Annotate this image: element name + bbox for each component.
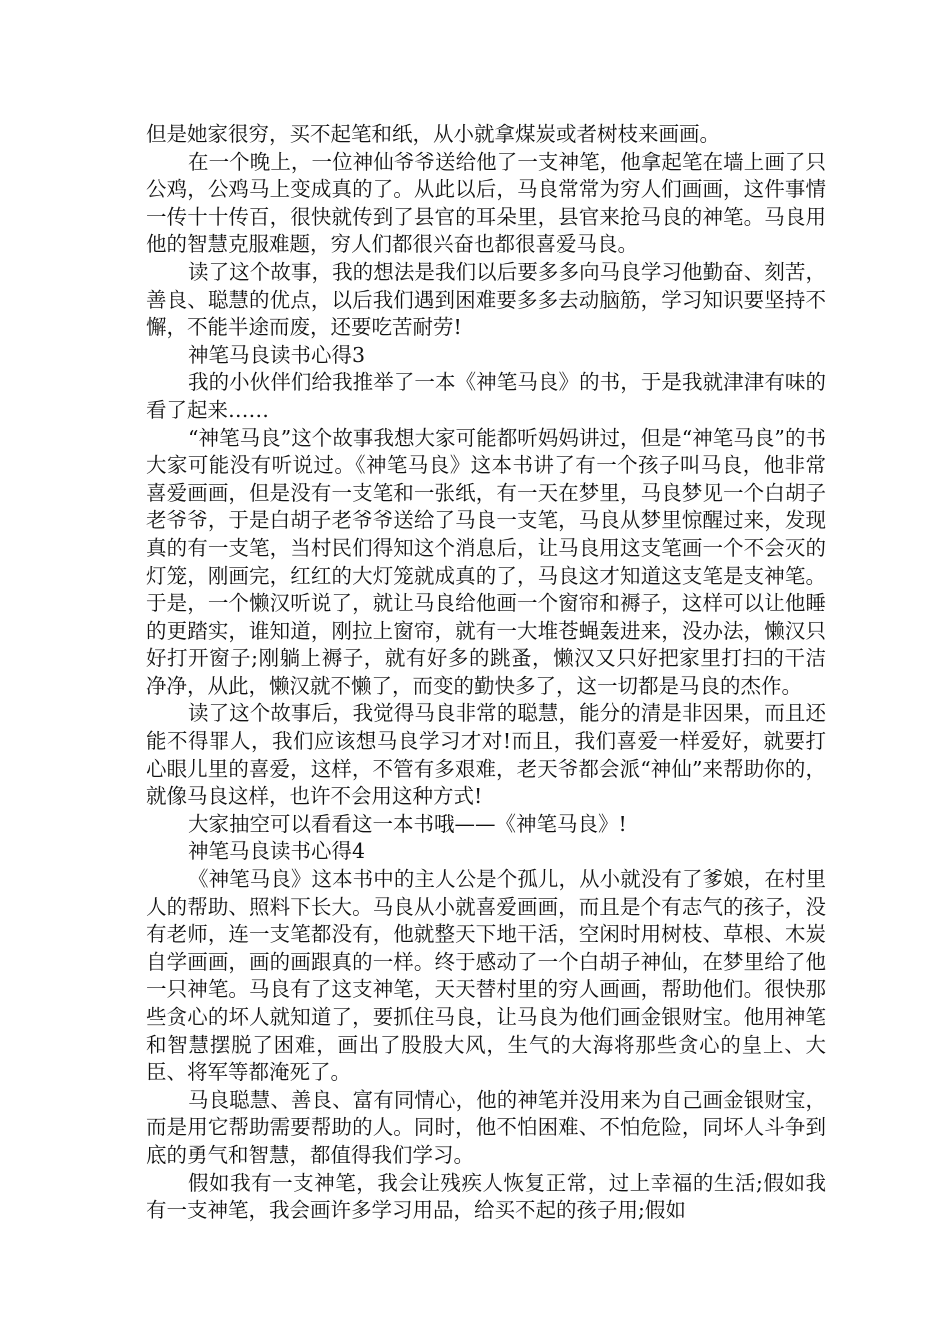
- paragraph: “神笔马良”这个故事我想大家可能都听妈妈讲过，但是“神笔马良”的书大家可能没有听说过。《神笔马良》这本书讲了有一个孩子叫马良，他非常喜爱画画，但是没有一支笔和一张纸，有一天在梦里，马良梦见一个白胡子老爷爷，于是白胡子老爷爷送给了马良一支笔，马良从梦里惊醒过来，发现真的有一支笔，当村民们得知这个消息后，让马良用这支笔画一个不会灭的灯笼，刚画完，红红的大灯笼就成真的了，马良这才知道这支笔是支神笔。于是，一个懒汉听说了，就让马良给他画一个窗帘和褥子，这样可以让他睡的更踏实，谁知道，刚拉上窗帘，就有一大堆苍蝇轰进来，没办法，懒汉只好打开窗子;刚躺上褥子，就有好多的跳蚤，懒汉又只好把家里打扫的干洁净净，从此，懒汉就不懒了，而变的勤快多了，这一切都是马良的杰作。: [146, 425, 826, 698]
- paragraph: 马良聪慧、善良、富有同情心，他的神笔并没用来为自己画金银财宝，而是用它帮助需要帮助的人。同时，他不怕困难、不怕危险，同坏人斗争到底的勇气和智慧，都值得我们学习。: [146, 1087, 826, 1167]
- paragraph: 假如我有一支神笔，我会让残疾人恢复正常，过上幸福的生活;假如我有一支神笔，我会画许多学习用品，给买不起的孩子用;假如: [146, 1170, 826, 1223]
- document-body: [146, 121, 826, 1225]
- paragraph-continuation: 但是她家很穷，买不起笔和纸，从小就拿煤炭或者树枝来画画。: [146, 122, 720, 146]
- paragraph: 《神笔马良》这本书中的主人公是个孤儿，从小就没有了爹娘，在村里人的帮助、照料下长大。马良从小就喜爱画画，而且是个有志气的孩子，没有老师，连一支笔都没有，他就整天下地干活，空闲时用树枝、草根、木炭自学画画，画的画跟真的一样。终于感动了一个白胡子神仙，在梦里给了他一只神笔。马良有了这支神笔，天天替村里的穷人画画，帮助他们。很快那些贪心的坏人就知道了，要抓住马良，让马良为他们画金银财宝。他用神笔和智慧摆脱了困难，画出了股股大风，生气的大海将那些贪心的皇上、大臣、将军等都淹死了。: [146, 867, 826, 1085]
- paragraph: 大家抽空可以看看这一本书哦——《神笔马良》!: [188, 811, 627, 836]
- section-heading: 神笔马良读书心得3: [188, 342, 366, 367]
- paragraph: 在一个晚上，一位神仙爷爷送给他了一支神笔，他拿起笔在墙上画了只公鸡，公鸡马上变成真的了。从此以后，马良常常为穷人们画画，这件事情一传十十传百，很快就传到了县官的耳朵里，县官来抢马良的神笔。马良用他的智慧克服难题，穷人们都很兴奋也都很喜爱马良。: [146, 149, 826, 257]
- paragraph: 读了这个故事后，我觉得马良非常的聪慧，能分的清是非因果，而且还能不得罪人，我们应该想马良学习才对!而且，我们喜爱一样爱好，就要打心眼儿里的喜爱，这样，不管有多艰难，老天爷都会派“神仙”来帮助你的，就像马良这样，也许不会用这种方式!: [146, 701, 826, 809]
- section-heading: 神笔马良读书心得4: [188, 839, 366, 864]
- paragraph: 我的小伙伴们给我推举了一本《神笔马良》的书，于是我就津津有味的看了起来……: [146, 370, 826, 422]
- paragraph: 读了这个故事，我的想法是我们以后要多多向马良学习他勤奋、刻苦，善良、聪慧的优点，以后我们遇到困难要多多去动脑筋，学习知识要坚持不懈，不能半途而废，还要吃苦耐劳!: [146, 259, 826, 340]
